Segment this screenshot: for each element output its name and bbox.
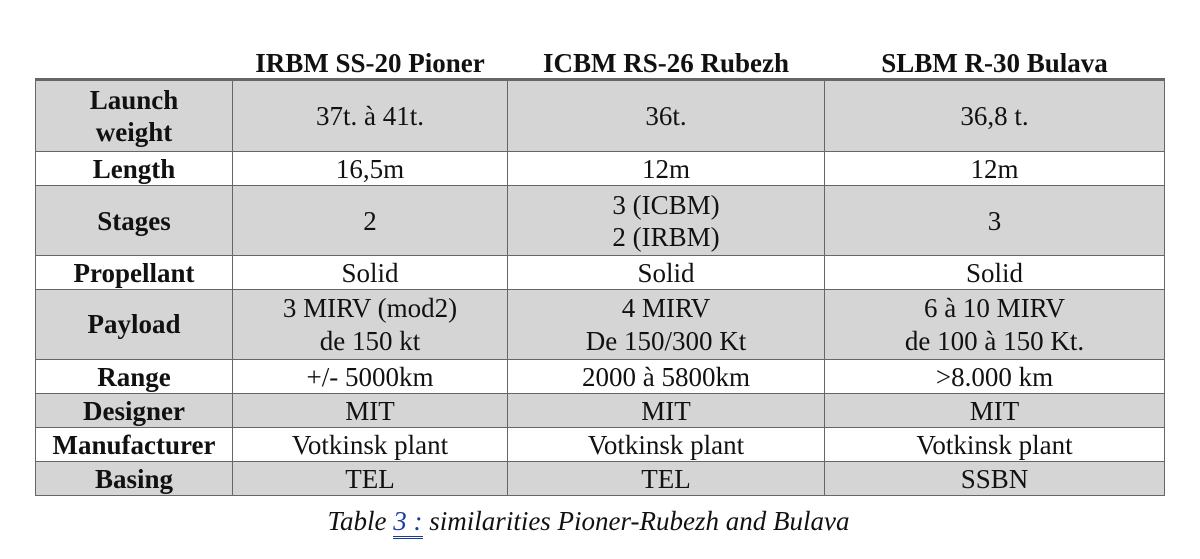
row-label: Launch weight: [36, 80, 233, 152]
header-pioner: IRBM SS-20 Pioner: [233, 44, 508, 80]
header-rubezh: ICBM RS-26 Rubezh: [508, 44, 825, 80]
row-label: Designer: [36, 394, 233, 428]
table-row-payload: [36, 290, 1165, 360]
caption-table-reference-link[interactable]: 3 :: [393, 506, 422, 539]
table-cell: Votkinsk plant: [508, 428, 825, 462]
table-cell: +/- 5000km: [233, 360, 508, 394]
table-row-designer: [36, 394, 1165, 428]
row-label: Manufacturer: [36, 428, 233, 462]
caption-prefix: Table: [327, 506, 394, 536]
table-row-length: [36, 152, 1165, 186]
table-row-range: [36, 360, 1165, 394]
comparison-table-wrapper: [35, 44, 1164, 496]
table-row-launch-weight: [36, 80, 1165, 152]
caption-text: similarities Pioner-Rubezh and Bulava: [422, 506, 850, 536]
table-cell: 16,5m: [233, 152, 508, 186]
table-row-propellant: [36, 256, 1165, 290]
table-cell: >8.000 km: [825, 360, 1165, 394]
table-cell: 36,8 t.: [825, 80, 1165, 152]
table-cell: 2: [233, 186, 508, 256]
table-cell: 12m: [825, 152, 1165, 186]
row-label: Basing: [36, 462, 233, 496]
table-header-row: [36, 44, 1165, 80]
table-cell: MIT: [508, 394, 825, 428]
table-cell: Solid: [233, 256, 508, 290]
comparison-table: [35, 44, 1165, 496]
row-label: Propellant: [36, 256, 233, 290]
header-empty-cell: [36, 44, 233, 80]
table-row-basing: [36, 462, 1165, 496]
table-cell: TEL: [233, 462, 508, 496]
table-cell: 36t.: [508, 80, 825, 152]
row-label: Length: [36, 152, 233, 186]
table-cell: Votkinsk plant: [233, 428, 508, 462]
table-cell: 4 MIRV De 150/300 Kt: [508, 290, 825, 360]
table-cell: 3 MIRV (mod2) de 150 kt: [233, 290, 508, 360]
table-cell: 3 (ICBM) 2 (IRBM): [508, 186, 825, 256]
table-cell: 6 à 10 MIRV de 100 à 150 Kt.: [825, 290, 1165, 360]
row-label: Payload: [36, 290, 233, 360]
table-cell: Solid: [825, 256, 1165, 290]
table-cell: SSBN: [825, 462, 1165, 496]
header-bulava: SLBM R-30 Bulava: [825, 44, 1165, 80]
table-row-manufacturer: [36, 428, 1165, 462]
table-cell: 37t. à 41t.: [233, 80, 508, 152]
table-cell: MIT: [233, 394, 508, 428]
table-cell: Votkinsk plant: [825, 428, 1165, 462]
row-label: Range: [36, 360, 233, 394]
table-cell: TEL: [508, 462, 825, 496]
table-cell: 12m: [508, 152, 825, 186]
table-cell: Solid: [508, 256, 825, 290]
row-label: Stages: [36, 186, 233, 256]
table-cell: 2000 à 5800km: [508, 360, 825, 394]
table-cell: 3: [825, 186, 1165, 256]
table-caption: [0, 504, 1177, 538]
table-row-stages: [36, 186, 1165, 256]
table-cell: MIT: [825, 394, 1165, 428]
